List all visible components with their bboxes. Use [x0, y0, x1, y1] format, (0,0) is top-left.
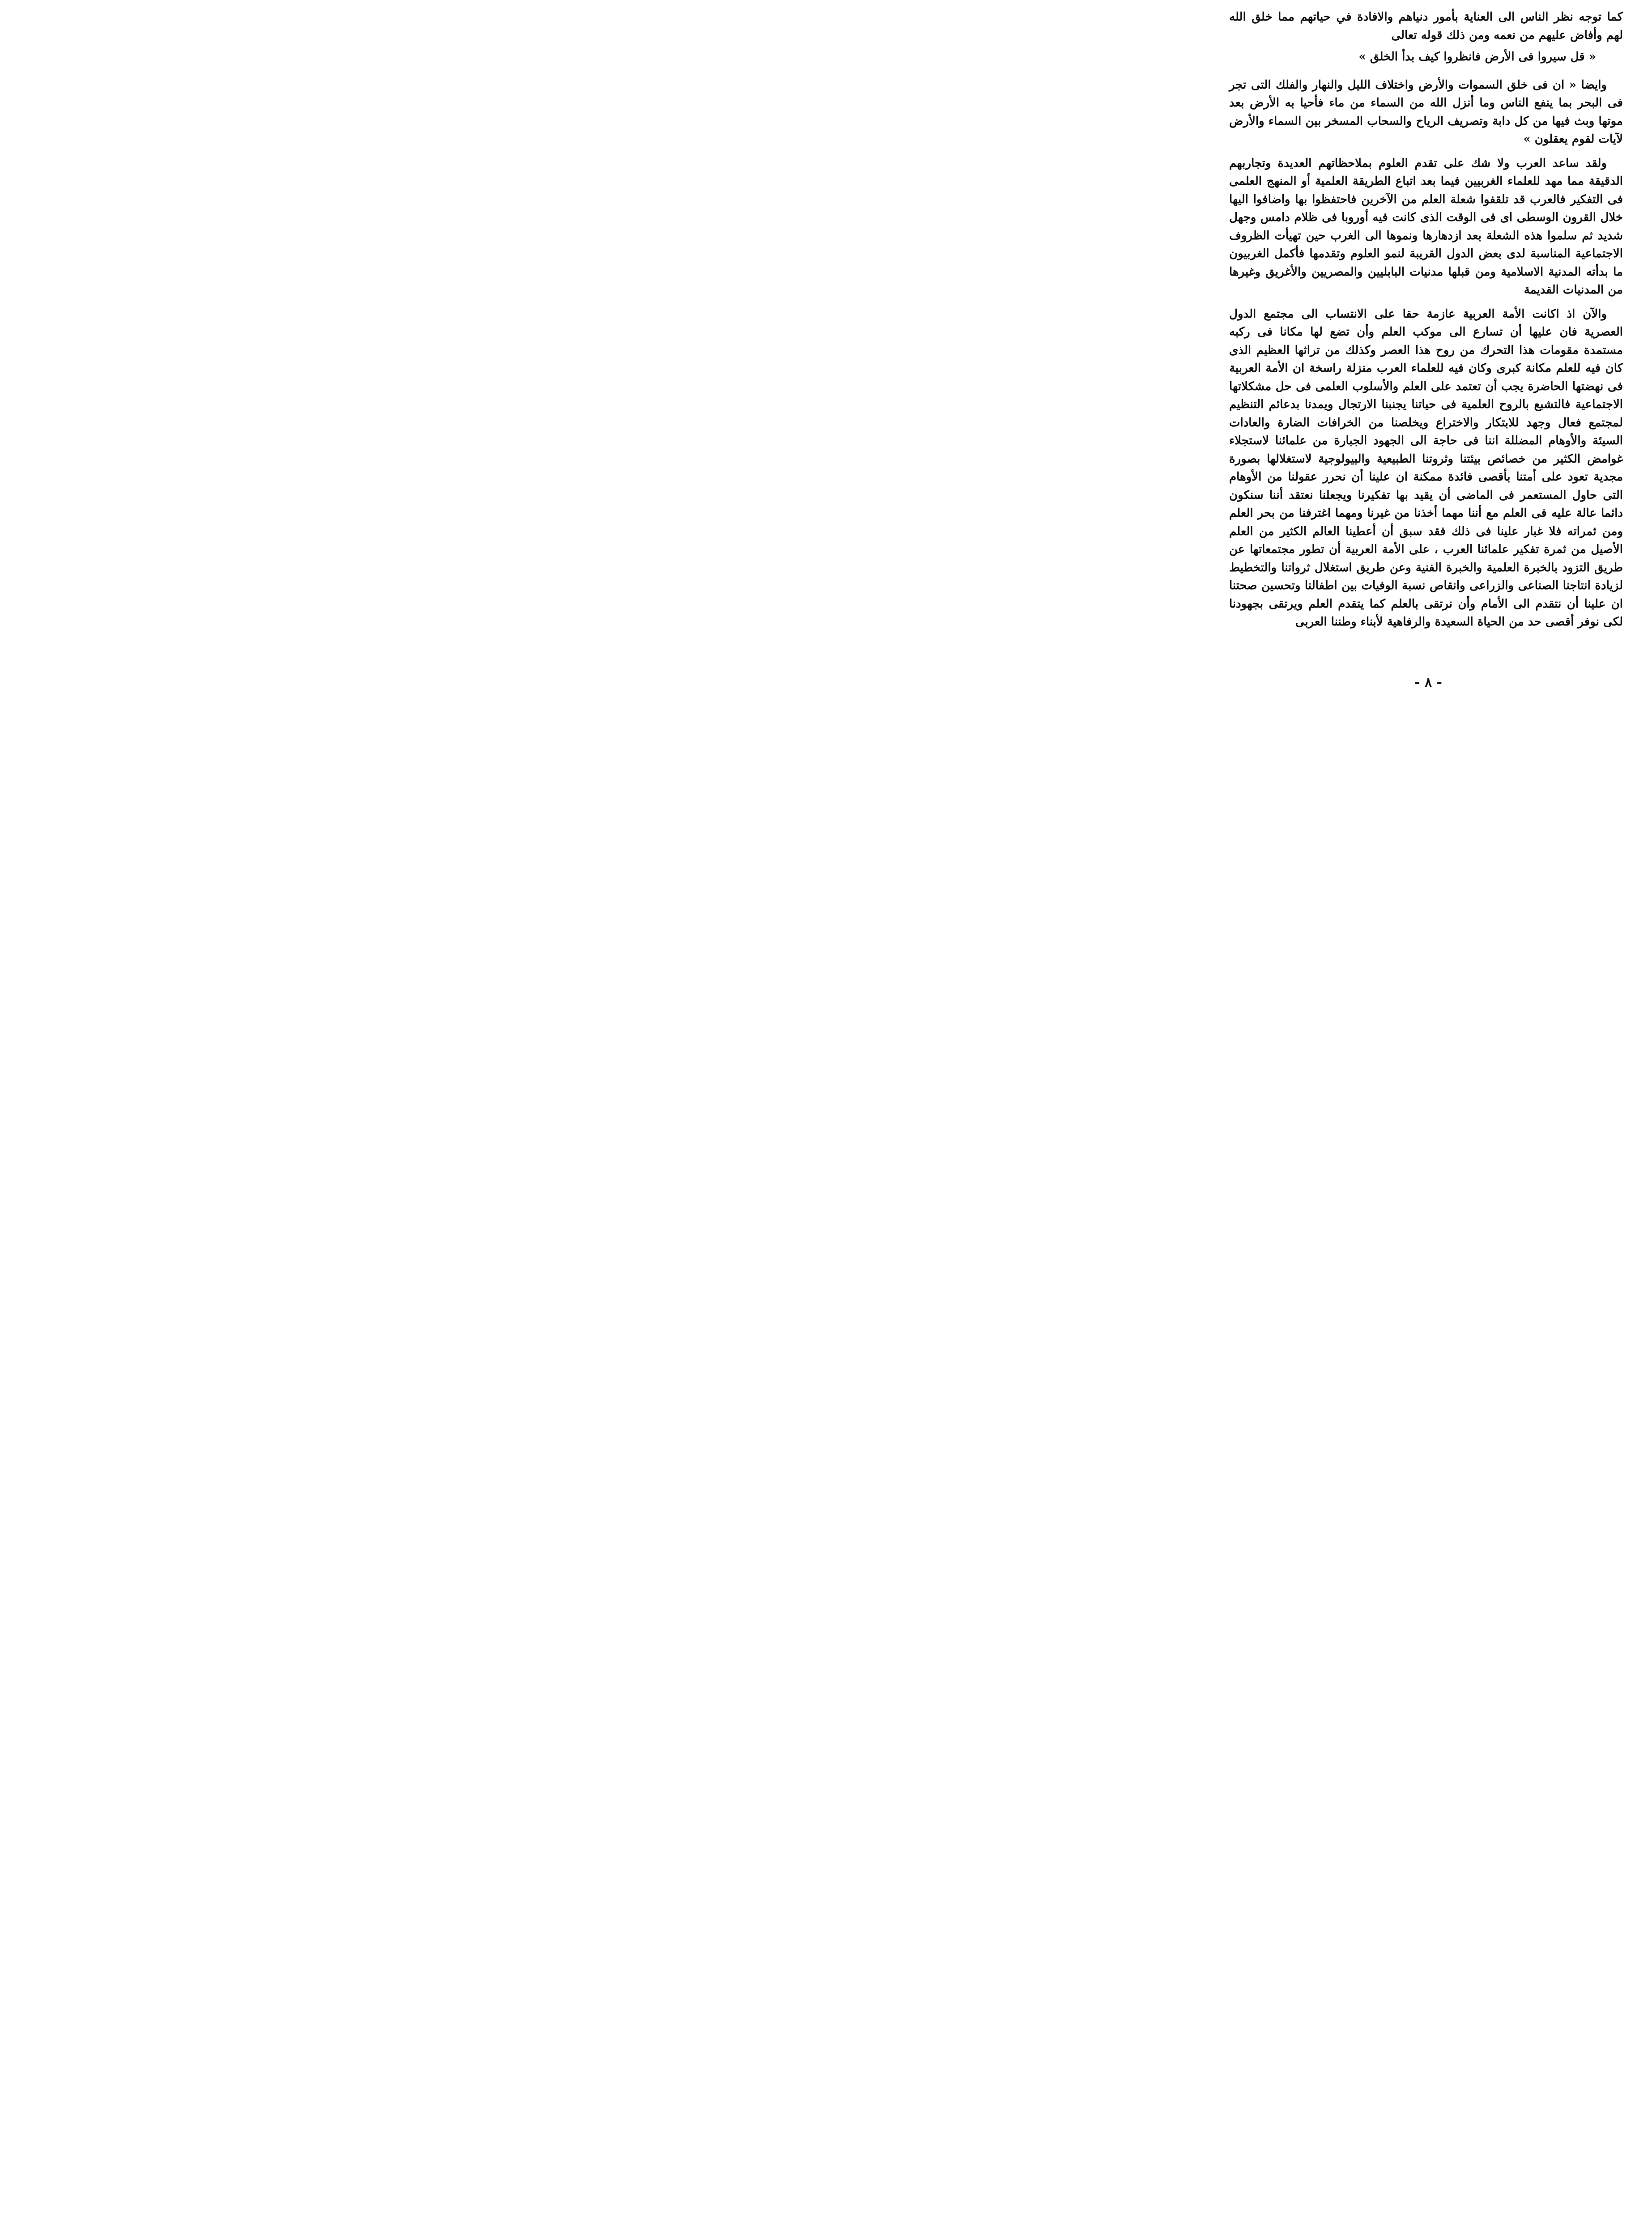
page-number: - ٨ - — [1414, 675, 1442, 690]
paragraph-verse-heavens: وايضا « ان فى خلق السموات والأرض واختلاف الليل والنهار والفلك التى تجر فى البحر بما ينفع الناس وما أنزل الله من السماء من ماء فأحيا به الأرض بعد موتها وبث فيها من كل دابة وتصريف الرياح والسحاب المسخر بين السماء والأرض لآيات لقوم يعقلون » — [1229, 78, 1623, 146]
paragraph-arab-contribution: ولقد ساعد العرب ولا شك على تقدم العلوم بملاحظاتهم العديدة وتجاربهم الدقيقة مما مهد للعلماء الغربيين فيما بعد اتباع الطريقة العلمية أو المنهج العلمى فى التفكير فالعرب قد تلقفوا شعلة العلم من الآخرين فاحتفظوا بها واضافوا اليها خلال القرون الوسطى اى فى الوقت الذى كانت فيه أوروبا فى ظلام دامس وجهل شديد ثم سلموا هذه الشعلة بعد ازدهارها ونموها الى الغرب حين تهيأت الظروف الاجتماعية المناسبة لدى بعض الدول القريبة لنمو العلوم وتقدمها فأكمل الغربيون ما بدأته المدنية الاسلامية ومن قبلها مدنيات البابليين والمصريين والأغريق وغيرها من المدنيات القديمة — [1229, 156, 1623, 297]
quranic-verse: « قل سيروا فى الأرض فانظروا كيف بدأ الخلق » — [1358, 50, 1596, 64]
paragraph-intro: كما توجه نظر الناس الى العناية بأمور دنياهم والافادة في حياتهم مما خلق الله لهم وأفاض عليهم من نعمه ومن ذلك قوله تعالى — [1229, 10, 1623, 42]
page-body — [1229, 8, 1623, 631]
paragraph-arab-nation-future: والآن اذ اكانت الأمة العربية عازمة حقا على الانتساب الى مجتمع الدول العصرية فان عليها أن تسارع الى موكب العلم وأن تضع لها مكانا فى ركبه مستمدة مقومات هذا التحرك من روح هذا العصر وكذلك من تراثها العظيم الذى كان فيه للعلم مكانة كبرى وكان فيه للعلماء العرب منزلة راسخة ان الأمة العربية فى نهضتها الحاضرة يجب أن تعتمد على العلم والأسلوب العلمى فى حل مشكلاتها الاجتماعية فالتشبع بالروح العلمية فى حياتنا يجنبنا الارتجال ويمدنا بدعائم التنظيم لمجتمع فعال وجهد للابتكار والاختراع ويخلصنا من الخرافات الضارة والعادات السيئة والأوهام المضللة اننا فى حاجة الى الجهود الجبارة من علمائنا لاستجلاء غوامض الكثير من خصائص بيئتنا وثروتنا الطبيعية والبيولوجية لاستغلالها بصورة مجدية تعود على أمتنا بأقصى فائدة ممكنة ان علينا أن نحرر عقولنا من الأوهام التى حاول المستعمر فى الماضى أن يقيد بها تفكيرنا ويجعلنا نعتقد أننا سنكون دائما عالة عليه فى العلم مع أننا مهما أخذنا من غيرنا ومهما اغترفنا من بحر العلم ومن ثمراته فلا غبار علينا فى ذلك فقد سبق أن أعطينا العالم الكثير من العلم الأصيل من ثمرة تفكير علمائنا العرب ، على الأمة العربية أن تطور مجتمعاتها عن طريق التزود بالخبرة العلمية والخبرة الفنية وعن طريق استغلال ثرواتنا والتخطيط لزيادة انتاجنا الصناعى والزراعى وانقاص نسبة الوفيات بين اطفالنا وتحسين صحتنا ان علينا أن نتقدم الى الأمام وأن نرتقى بالعلم كما يتقدم العلم ويرتقى بجهودنا لكى نوفر أقصى حد من الحياة السعيدة والرفاهية لأبناء وطننا العربى — [1229, 307, 1623, 629]
